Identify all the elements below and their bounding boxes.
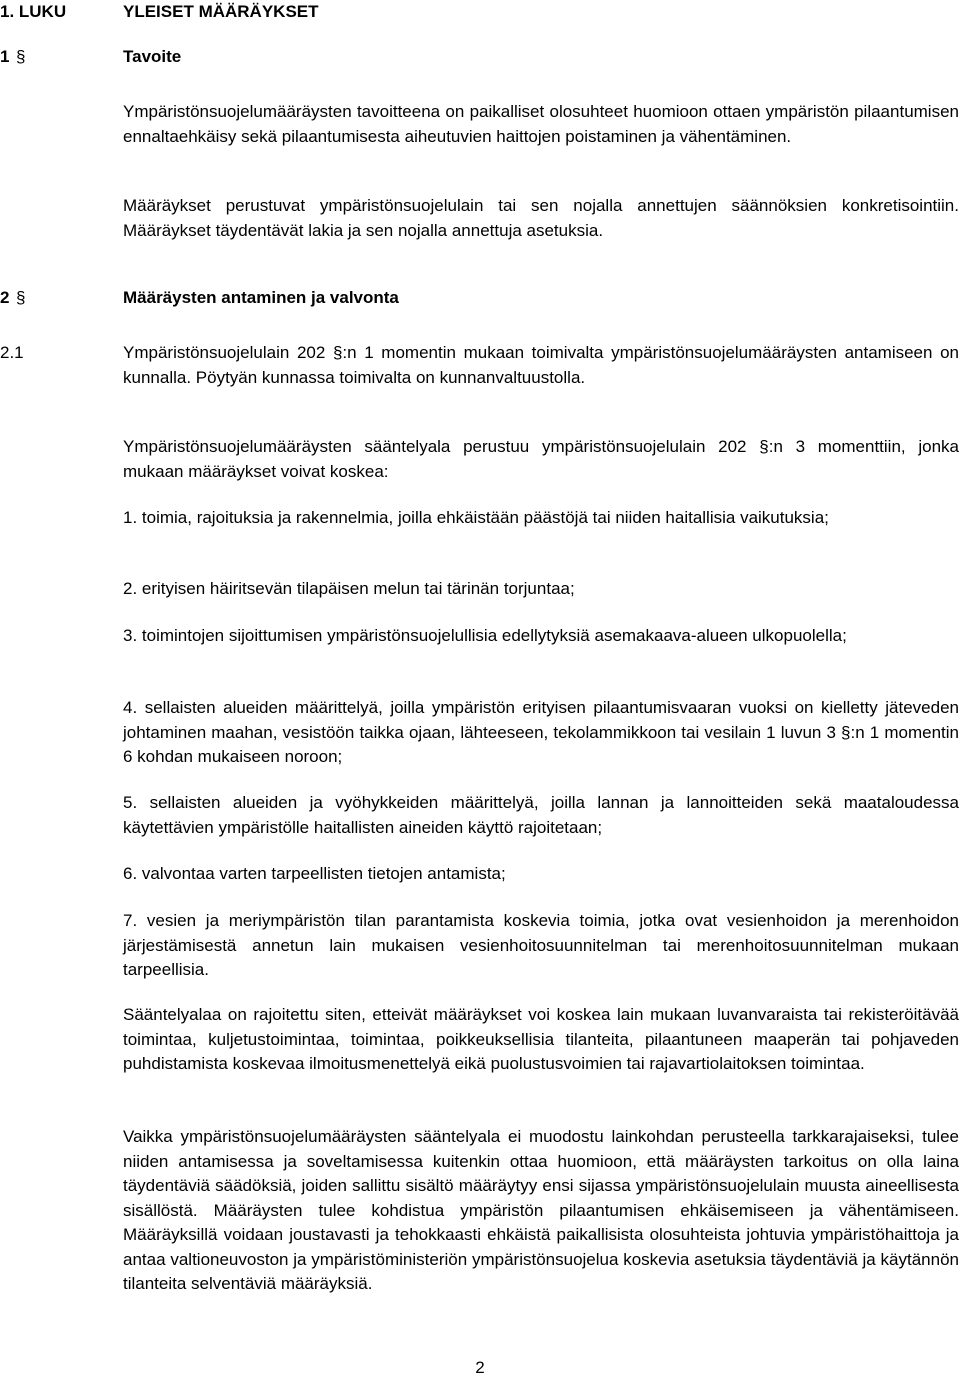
section-1-paragraph: Ympäristönsuojelumääräysten tavoitteena on paikalliset olosuhteet huomioon ottaen ympäristön pilaantumisen ennaltaehkäisy sekä pilaantumisesta aiheutuvien haittojen poistaminen ja vähentäminen. [123, 102, 959, 146]
list-item: 3. toimintojen sijoittumisen ympäristönsuojelullisia edellytyksiä asemakaava-alueen ulkopuolella; [123, 626, 847, 645]
list-item: 4. sellaisten alueiden määrittelyä, joilla ympäristön erityisen pilaantumisvaaran vuoksi on kielletty jäteveden johtaminen maahan, vesistöön taikka ojaan, lähteeseen, tekolammikkoon tai vesilain 1 luvun 3 §:n 1 momentin 6 kohdan mukaiseen noroon; [123, 698, 959, 766]
page-number: 2 [475, 1358, 485, 1377]
section-2-number: 2 [0, 288, 10, 307]
section-symbol: § [16, 288, 26, 307]
scope-paragraph: Ympäristönsuojelumääräysten sääntelyala perustuu ympäristönsuojelulain 202 §:n 3 momenttiin, jonka mukaan määräykset voivat koskea: [123, 437, 959, 481]
section-symbol: § [759, 437, 769, 456]
section-2-title: Määräysten antaminen ja valvonta [123, 288, 399, 307]
section-1-title: Tavoite [123, 47, 182, 66]
closing-paragraph: Vaikka ympäristönsuojelumääräysten sääntelyala ei muodostu lainkohdan perusteella tarkkarajaiseksi, tulee niiden antamisessa ja soveltamisessa kuitenkin ottaa huomioon, että määräysten tarkoitus on olla laina täydentäviä säädöksiä, joiden sallittu sisältö määräytyy ensi sijassa ympäristönsuojelulain muusta aineellisesta sisällöstä. Määräysten tulee kohdistua ympäristön pilaantumisen ehkäisemiseen ja vähentämiseen. Määräyksillä voidaan joustavasti ja tehokkaasti ehkäistä paikallisista olosuhteista johtuvia ympäristöhaittoja ja antaa valtioneuvoston ja ympäristöministeriön ympäristönsuojelua koskevia asetuksia täydentäviä ja käytännön tilanteita selventäviä määräyksiä. [123, 1127, 959, 1293]
section-symbol: § [841, 722, 851, 742]
list-item: 5. sellaisten alueiden ja vyöhykkeiden määrittelyä, joilla lannan ja lannoitteiden sekä maataloudessa käytettävien ympäristölle haitallisten aineiden käyttö rajoitetaan; [123, 793, 959, 837]
chapter-number: 1. LUKU [0, 2, 67, 21]
section-symbol: § [16, 47, 26, 66]
section-1-paragraph: Määräykset perustuvat ympäristönsuojelulain tai sen nojalla annettujen säännöksien konkretisointiin. Määräykset täydentävät lakia ja sen nojalla annettuja asetuksia. [123, 196, 959, 240]
list-item: 2. erityisen häiritsevän tilapäisen melun tai tärinän torjuntaa; [123, 579, 575, 598]
paragraph-2-1: 2.1 Ympäristönsuojelulain 202 §:n 1 momentin mukaan toimivalta ympäristönsuojelumääräysten antamiseen on kunnalla. Pöytyän kunnassa toimivalta on kunnanvaltuustolla. [0, 343, 959, 387]
closing-paragraph: Sääntelyalaa on rajoitettu siten, etteivät määräykset voi koskea lain mukaan luvanvaraista tai rekisteröitävää toimintaa, kuljetustoimintaa, toimintaa, poikkeuksellisia tilanteita, pilaantuneen maaperän tai pohjaveden puhdistamista koskevaa ilmoitusmenettelyä eikä puolustusvoimien tai rajavartiolaitoksen toimintaa. [123, 1005, 959, 1073]
paragraph-number: 2.1 [0, 343, 24, 362]
section-symbol: § [332, 343, 343, 362]
list-item: 6. valvontaa varten tarpeellisten tietojen antamista; [123, 864, 506, 883]
section-1-number: 1 [0, 47, 10, 66]
chapter-title: YLEISET MÄÄRÄYKSET [123, 2, 319, 21]
list-item: 1. toimia, rajoituksia ja rakennelmia, joilla ehkäistään päästöjä tai niiden haitallisia vaikutuksia; [123, 508, 829, 527]
list-item: 7. vesien ja meriympäristön tilan parantamista koskevia toimia, jotka ovat vesienhoidon ja merenhoidon järjestämisestä annetun lain mukaisen vesienhoitosuunnitelman tai merenhoitosuunnitelman mukaan tarpeellisia. [123, 911, 959, 979]
